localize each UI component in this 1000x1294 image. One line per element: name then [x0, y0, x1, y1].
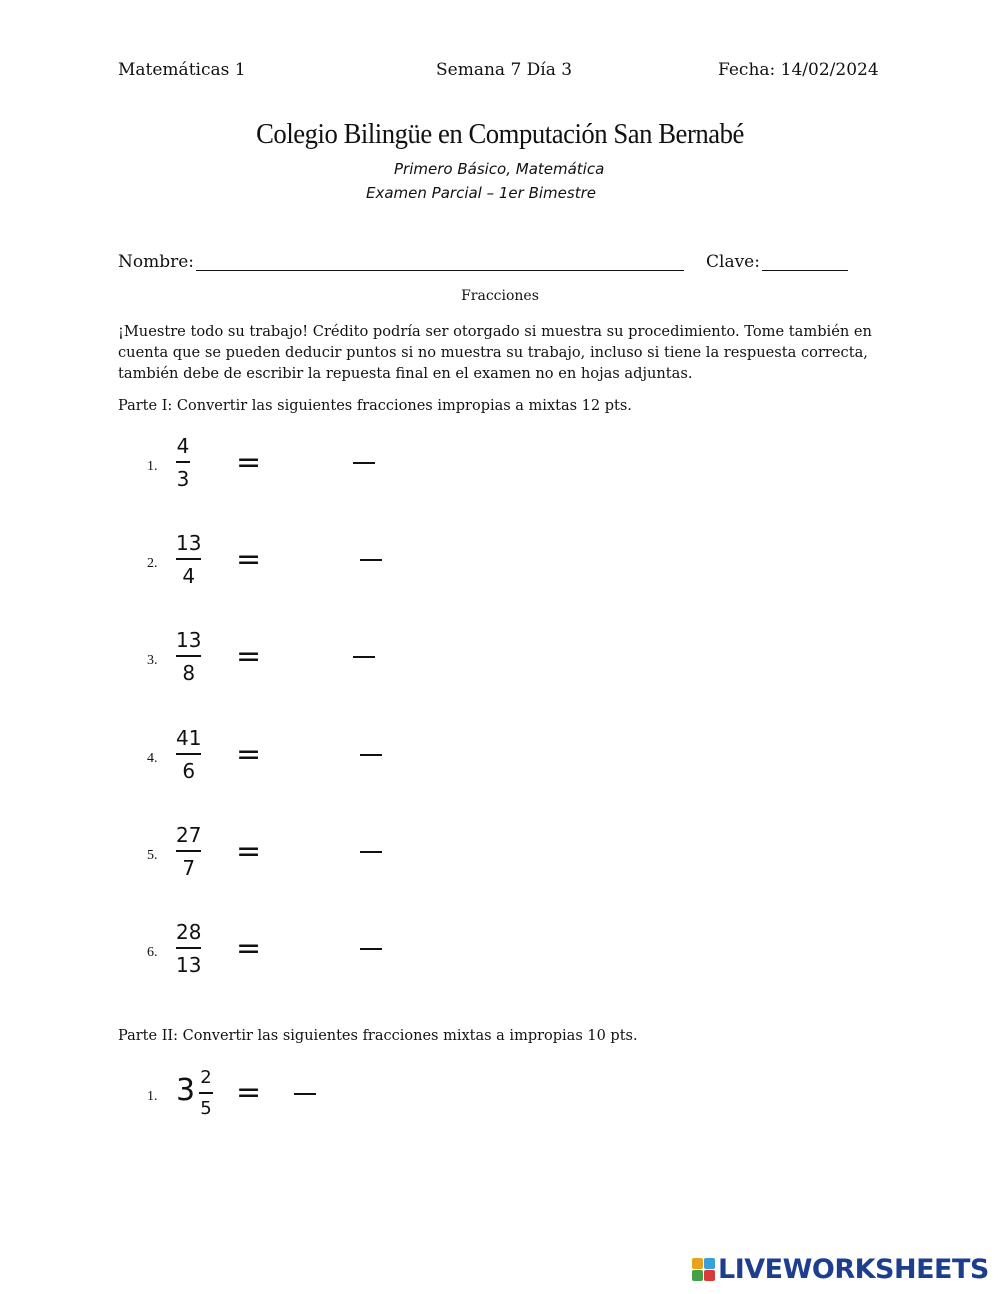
- part1-item-number: 5.: [147, 848, 158, 863]
- section-title: Fracciones: [461, 288, 539, 304]
- liveworksheets-text: LIVEWORKSHEETS: [718, 1254, 989, 1285]
- part1-item-number: 2.: [147, 556, 158, 571]
- week-day-label: Semana 7 Día 3: [436, 60, 573, 80]
- fraction-denominator: 3: [176, 467, 190, 491]
- fraction-bar: [176, 461, 190, 463]
- date-label: Fecha: 14/02/2024: [718, 60, 879, 80]
- fraction-denominator: 7: [182, 856, 196, 880]
- equals-sign: =: [236, 737, 262, 772]
- school-name: Colegio Bilingüe en Computación San Bernabé: [256, 118, 744, 150]
- fraction-bar: [176, 558, 201, 560]
- equals-sign: =: [236, 834, 262, 869]
- part1-item-number: 1.: [147, 459, 158, 474]
- answer-fraction-blank[interactable]: [360, 948, 382, 950]
- fraction-denominator: 13: [176, 953, 202, 977]
- equals-sign: =: [236, 542, 262, 577]
- fraction-numerator: 13: [176, 628, 202, 652]
- part2-item-number: 1.: [147, 1089, 158, 1104]
- instructions-paragraph: ¡Muestre todo su trabajo! Crédito podría ser otorgado si muestra su procedimiento. Tome también en cuenta que se pueden deducir puntos si no muestra su trabajo, incluso si tiene la respuesta correcta, también debe de escribir la repuesta final en el examen no en hojas adjuntas.: [118, 323, 872, 382]
- fraction-denominator: 6: [182, 759, 196, 783]
- liveworksheets-logo: [692, 1254, 989, 1285]
- part1-item-number: 3.: [147, 653, 158, 668]
- answer-fraction-blank[interactable]: [360, 851, 382, 853]
- exam-subtitle: Examen Parcial – 1er Bimestre: [366, 184, 596, 202]
- mixed-whole-number: 3: [176, 1073, 196, 1108]
- code-input-line[interactable]: [762, 270, 848, 271]
- equals-sign: =: [236, 639, 262, 674]
- improper-fraction: [176, 921, 201, 976]
- part1-title: Parte I: Convertir las siguientes fracciones impropias a mixtas 12 pts.: [118, 398, 632, 414]
- part1-item-number: 4.: [147, 751, 158, 766]
- mixed-denominator: 5: [200, 1098, 212, 1119]
- grade-subtitle: Primero Básico, Matemática: [394, 160, 605, 178]
- fraction-numerator: 27: [176, 823, 202, 847]
- answer-fraction-blank[interactable]: [360, 559, 382, 561]
- course-label: Matemáticas 1: [118, 60, 246, 80]
- fraction-denominator: 8: [182, 661, 196, 685]
- name-input-line[interactable]: [196, 270, 684, 271]
- mixed-numerator: 2: [200, 1067, 212, 1088]
- improper-fraction: [176, 824, 201, 879]
- fraction-numerator: 13: [176, 531, 202, 555]
- fraction-bar: [176, 947, 201, 949]
- name-label: Nombre:: [118, 252, 195, 272]
- improper-fraction: [176, 727, 201, 782]
- fraction-denominator: 4: [182, 564, 196, 588]
- liveworksheets-icon: [692, 1258, 715, 1281]
- equals-sign: =: [236, 931, 262, 966]
- improper-fraction: [176, 435, 190, 490]
- fraction-numerator: 4: [176, 434, 190, 458]
- part1-item-number: 6.: [147, 945, 158, 960]
- mixed-fraction: [199, 1068, 213, 1119]
- equals-sign: =: [236, 445, 262, 480]
- fraction-bar: [176, 850, 201, 852]
- answer-fraction-blank[interactable]: [353, 656, 375, 658]
- fraction-bar: [199, 1092, 213, 1094]
- part2-title: Parte II: Convertir las siguientes fracciones mixtas a impropias 10 pts.: [118, 1028, 638, 1044]
- fraction-numerator: 41: [176, 726, 202, 750]
- code-label: Clave:: [706, 252, 760, 272]
- fraction-numerator: 28: [176, 920, 202, 944]
- answer-fraction-blank[interactable]: [353, 462, 375, 464]
- fraction-bar: [176, 753, 201, 755]
- improper-fraction: [176, 629, 201, 684]
- answer-fraction-blank[interactable]: [294, 1093, 316, 1095]
- fraction-bar: [176, 655, 201, 657]
- equals-sign: =: [236, 1075, 262, 1110]
- answer-fraction-blank[interactable]: [360, 754, 382, 756]
- improper-fraction: [176, 532, 201, 587]
